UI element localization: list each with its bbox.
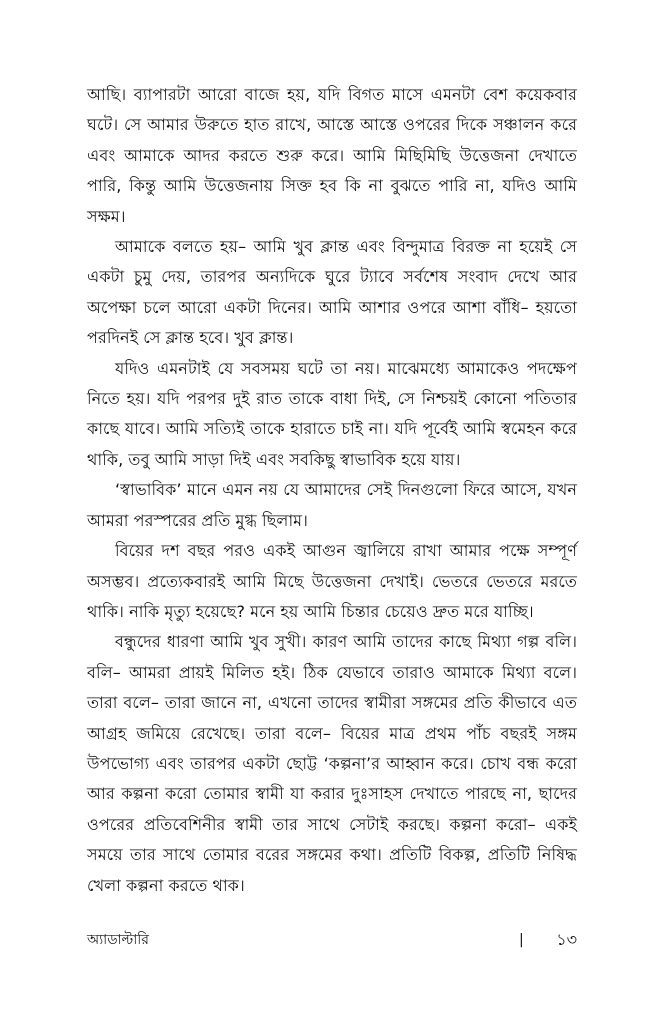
- running-title: অ্যাডাল্টারি: [87, 932, 149, 948]
- footer-separator: |: [519, 932, 524, 948]
- paragraph-3: যদিও এমনটাই যে সবসময় ঘটে তা নয়। মাঝেমধ্যে আমাকেও পদক্ষেপ নিতে হয়। যদি পরপর দুই রাত তাকে বাধা দিই, সে নিশ্চয়ই কোনো পতিতার কাছে যাবে। আমি সত্যিই তাকে হারাতে চাই না। যদি পূর্বেই আমি স্বমেহন করে থাকি, তবু আমি সাড়া দিই এবং সবকিছু স্বাভাবিক হয়ে যায়।: [87, 358, 577, 469]
- body-text: [87, 80, 577, 901]
- paragraph-4: ‘স্বাভাবিক’ মানে এমন নয় যে আমাদের সেই দিনগুলো ফিরে আসে, যখন আমরা পরস্পরের প্রতি মুগ্ধ ছিলাম।: [87, 480, 577, 530]
- page-number: ১৩: [556, 930, 577, 949]
- paragraph-2: আমাকে বলতে হয়– আমি খুব ক্লান্ত এবং বিন্দুমাত্র বিরক্ত না হয়েই সে একটা চুমু দেয়, তারপর অন্যদিকে ঘুরে ট্যাবে সর্বশেষ সংবাদ দেখে আর অপেক্ষা চলে আরো একটা দিনের। আমি আশার ওপরে আশা বাঁধি– হয়তো পরদিনই সে ক্লান্ত হবে। খুব ক্লান্ত।: [87, 237, 577, 348]
- paragraph-6: বন্ধুদের ধারণা আমি খুব সুখী। কারণ আমি তাদের কাছে মিথ্যা গল্প বলি। বলি– আমরা প্রায়ই মিলিত হই। ঠিক যেভাবে তারাও আমাকে মিথ্যা বলে। তারা বলে– তারা জানে না, এখনো তাদের স্বামীরা সঙ্গমের প্রতি কীভাবে এত আগ্রহ জমিয়ে রেখেছে। তারা বলে– বিয়ের মাত্র প্রথম পাঁচ বছরই সঙ্গম উপভোগ্য এবং তারপর একটা ছোট্ট ‘কল্পনা’র আহ্বান করে। চোখ বন্ধ করো আর কল্পনা করো তোমার স্বামী যা করার দুঃসাহস দেখাতে পারছে না, ছাদের ওপরের প্রতিবেশিনীর স্বামী তার সাথে সেটাই করছে। কল্পনা করো– একই সময়ে তার সাথে তোমার বরের সঙ্গমের কথা। প্রতিটি বিকল্প, প্রতিটি নিষিদ্ধ খেলা কল্পনা করতে থাক।: [87, 632, 577, 895]
- paragraph-1: আছি। ব্যাপারটা আরো বাজে হয়, যদি বিগত মাসে এমনটা বেশ কয়েকবার ঘটে। সে আমার উরুতে হাত রাখে, আস্তে আস্তে ওপরের দিকে সঞ্চালন করে এবং আমাকে আদর করতে শুরু করে। আমি মিছিমিছি উত্তেজনা দেখাতে পারি, কিন্তু আমি উত্তেজনায় সিক্ত হব কি না বুঝতে পারি না, যদিও আমি সক্ষম।: [87, 85, 577, 226]
- paragraph-5: বিয়ের দশ বছর পরও একই আগুন জ্বালিয়ে রাখা আমার পক্ষে সম্পূর্ণ অসম্ভব। প্রত্যেকবারই আমি মিছে উত্তেজনা দেখাই। ভেতরে ভেতরে মরতে থাকি। নাকি মৃত্যু হয়েছে? মনে হয় আমি চিন্তার চেয়েও দ্রুত মরে যাচ্ছি।: [87, 541, 577, 621]
- page-footer: [87, 928, 577, 952]
